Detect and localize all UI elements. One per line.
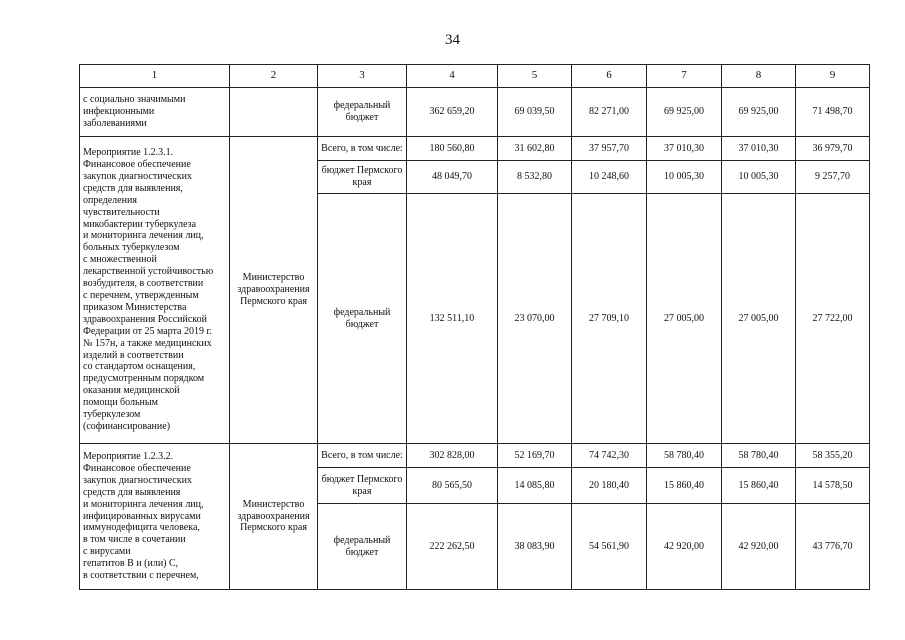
value-cell: 10 005,30 (722, 161, 796, 194)
table-row (80, 444, 870, 468)
description-line: возбудителя, в соответствии (83, 278, 204, 290)
value-cell: 132 511,10 (407, 194, 498, 444)
value-cell: 20 180,40 (572, 468, 647, 504)
event-description (80, 444, 230, 590)
event-description (80, 137, 230, 444)
description-line: в том числе в сочетании (83, 534, 186, 546)
header-cell: 7 (647, 65, 722, 88)
description-line: Мероприятие 1.2.3.2. (83, 451, 174, 463)
description-line: средств для выявления, (83, 182, 183, 194)
header-row (80, 65, 870, 88)
description-line: чувствительности (83, 206, 160, 218)
description-line: с вирусами (83, 546, 131, 558)
responsible-cell: Министерство здравоохранения Пермского края (230, 137, 318, 444)
table-row (80, 88, 870, 137)
description-line: Финансовое обеспечение (83, 159, 191, 171)
value-cell: 27 005,00 (647, 194, 722, 444)
header-cell: 1 (80, 65, 230, 88)
description-line: микобактерии туберкулеза (83, 218, 197, 230)
description-line: лекарственной устойчивостью (83, 266, 214, 278)
value-cell: 180 560,80 (407, 137, 498, 161)
description-line: помощи больным (83, 397, 158, 409)
value-cell: 27 709,10 (572, 194, 647, 444)
description-line: здравоохранения Российской (83, 313, 208, 325)
value-cell: 27 005,00 (722, 194, 796, 444)
responsible-cell (230, 88, 318, 137)
header-cell: 3 (318, 65, 407, 88)
value-cell: 58 355,20 (796, 444, 870, 468)
description-line: и мониторинга лечения лиц, (83, 230, 204, 242)
description-line: инфицированных вирусами (83, 510, 201, 522)
value-cell: 15 860,40 (647, 468, 722, 504)
value-cell: 15 860,40 (722, 468, 796, 504)
header-cell: 8 (722, 65, 796, 88)
value-cell: 9 257,70 (796, 161, 870, 194)
value-cell: 10 248,60 (572, 161, 647, 194)
value-cell: 42 920,00 (722, 504, 796, 590)
value-cell: 69 039,50 (498, 88, 572, 137)
description-line: со стандартом оснащения, (83, 361, 196, 373)
description-line: гепатитов В и (или) С, (83, 558, 179, 570)
description-line: с перечнем, утвержденным (83, 290, 199, 301)
page-number: 34 (445, 32, 460, 48)
description-line: Мероприятие 1.2.3.1. (83, 147, 174, 159)
description-line: средств для выявления (83, 486, 181, 498)
value-cell: 31 602,80 (498, 137, 572, 161)
value-cell: 54 561,90 (572, 504, 647, 590)
description-line: (софинансирование) (83, 420, 171, 432)
funding-source: Всего, в том числе: (318, 444, 407, 468)
description-line: закупок диагностических (83, 170, 192, 182)
description-line: и мониторинга лечения лиц, (83, 498, 204, 510)
budget-table (79, 64, 870, 590)
description-line: инфекционными (83, 106, 155, 118)
value-cell: 14 085,80 (498, 468, 572, 504)
value-cell: 302 828,00 (407, 444, 498, 468)
description-line: изделий в соответствии (83, 349, 184, 361)
value-cell: 74 742,30 (572, 444, 647, 468)
value-cell: 58 780,40 (722, 444, 796, 468)
value-cell: 42 920,00 (647, 504, 722, 590)
description-line: закупок диагностических (83, 474, 192, 486)
funding-source: федеральный бюджет (318, 88, 407, 137)
value-cell: 37 957,70 (572, 137, 647, 161)
description-line: приказом Министерства (83, 301, 187, 313)
description-line: с множественной (83, 254, 157, 266)
value-cell: 71 498,70 (796, 88, 870, 137)
funding-source: бюджет Пермского края (318, 468, 407, 504)
description-line: Финансовое обеспечение (83, 462, 191, 474)
header-cell: 2 (230, 65, 318, 88)
value-cell: 38 083,90 (498, 504, 572, 590)
description-line: заболеваниями (83, 117, 147, 129)
value-cell: 362 659,20 (407, 88, 498, 137)
description-line: Федерации от 25 марта 2019 г. (83, 325, 212, 337)
table-row (80, 137, 870, 161)
value-cell: 43 776,70 (796, 504, 870, 590)
event-description (80, 88, 230, 137)
responsible-cell: Министерство здравоохранения Пермского края (230, 444, 318, 590)
description-line: больных туберкулезом (83, 242, 180, 254)
value-cell: 37 010,30 (722, 137, 796, 161)
description-line: предусмотренным порядком (83, 373, 205, 385)
description-line: туберкулезом (83, 409, 141, 421)
description-line: в соответствии с перечнем, (83, 570, 199, 582)
description-line: определения (83, 194, 137, 206)
value-cell: 222 262,50 (407, 504, 498, 590)
header-cell: 4 (407, 65, 498, 88)
funding-source: федеральный бюджет (318, 194, 407, 444)
value-cell: 37 010,30 (647, 137, 722, 161)
value-cell: 27 722,00 (796, 194, 870, 444)
value-cell: 48 049,70 (407, 161, 498, 194)
funding-source: бюджет Пермского края (318, 161, 407, 194)
description-line: иммунодефицита человека, (83, 522, 200, 534)
value-cell: 52 169,70 (498, 444, 572, 468)
value-cell: 69 925,00 (722, 88, 796, 137)
value-cell: 14 578,50 (796, 468, 870, 504)
header-cell: 6 (572, 65, 647, 88)
value-cell: 36 979,70 (796, 137, 870, 161)
value-cell: 23 070,00 (498, 194, 572, 444)
funding-source: федеральный бюджет (318, 504, 407, 590)
funding-source: Всего, в том числе: (318, 137, 407, 161)
value-cell: 10 005,30 (647, 161, 722, 194)
value-cell: 69 925,00 (647, 88, 722, 137)
value-cell: 82 271,00 (572, 88, 647, 137)
header-cell: 9 (796, 65, 870, 88)
description-line: оказания медицинской (83, 385, 180, 397)
description-line: № 157н, а также медицинских (83, 337, 212, 349)
description-line: с социально значимыми (83, 94, 186, 106)
header-cell: 5 (498, 65, 572, 88)
value-cell: 8 532,80 (498, 161, 572, 194)
value-cell: 58 780,40 (647, 444, 722, 468)
value-cell: 80 565,50 (407, 468, 498, 504)
